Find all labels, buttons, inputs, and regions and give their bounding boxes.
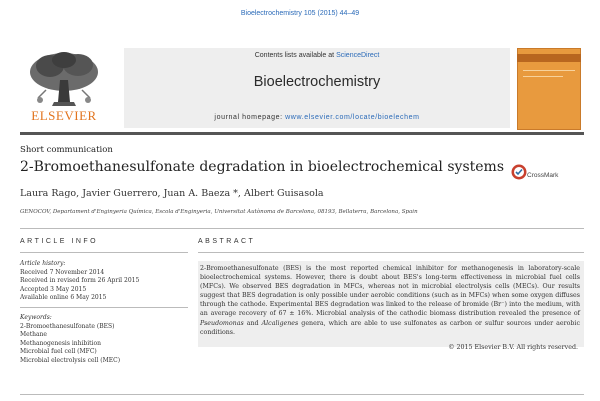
elsevier-logo[interactable] xyxy=(20,48,108,128)
journal-header xyxy=(20,48,584,130)
history-item: Available online 6 May 2015 xyxy=(20,294,107,301)
article-title: 2-Bromoethanesulfonate degradation in bioelectrochemical systems xyxy=(20,159,505,175)
abstract-heading: ABSTRACT xyxy=(198,238,256,245)
crossmark-icon[interactable] xyxy=(511,164,527,180)
abstract-text xyxy=(200,264,580,337)
author-list[interactable]: Laura Rago, Javier Guerrero, Juan A. Baeza *, Albert Guisasola xyxy=(20,188,324,199)
history-label: Article history: xyxy=(20,260,66,267)
keywords-divider xyxy=(20,307,188,308)
cover-line xyxy=(523,70,575,71)
homepage-url-link[interactable]: www.elsevier.com/locate/bioelechem xyxy=(285,114,420,121)
keywords-list xyxy=(20,314,188,365)
elsevier-tree-icon xyxy=(24,50,104,108)
article-info-heading: ARTICLE INFO xyxy=(20,238,99,245)
abstract-box xyxy=(198,261,584,351)
elsevier-wordmark: ELSEVIER xyxy=(31,108,97,123)
journal-banner xyxy=(124,48,510,128)
article-type: Short communication xyxy=(20,145,113,155)
header-divider xyxy=(20,132,584,135)
homepage-prefix: journal homepage: xyxy=(214,114,283,121)
abstract-body: 2-Bromoethanesulfonate (BES) is the most reported chemical inhibitor for methanogenesis in laboratory-scale bioelectrochemical systems. However, there is doubt about BES's long-term effectiveness in microbial fuel cells (MFCs). We observed BES degradation in MFCs, whereas not in microbial electrolysis cells (MECs). Our results suggest that BES degradation is only possible under aerobic conditions (such as in MFCs) when some oxygen diffuses through the cathode. Experimental BES degradation was linked to the release of bromide (Br⁻) into the medium, with an average recovery of 67 ± 16%. Microbial analysis of the cathodic biomass distribution revealed the presence of xyxy=(200,265,580,318)
footer-divider xyxy=(20,394,584,395)
contents-available-line xyxy=(124,52,510,59)
contents-prefix: Contents lists available at xyxy=(254,52,335,59)
keyword-item: Microbial electrolysis cell (MEC) xyxy=(20,356,121,364)
journal-homepage-line xyxy=(124,114,510,121)
abstract-body-end: genera, which are able to use sulfonates as carbon or sulfur sources under aerobic conditions. xyxy=(200,319,580,336)
author-affiliation: GENOCOV, Departament d'Enginyeria Química, Escola d'Enginyeria, Universitat Autònoma de Barcelona, 08193, Bellaterra, Barcelona, Spain xyxy=(20,209,418,215)
sciencedirect-link[interactable]: ScienceDirect xyxy=(336,52,380,59)
keyword-item: Methanogenesis inhibition xyxy=(20,339,101,347)
journal-reference-link[interactable]: Bioelectrochemistry 105 (2015) 44–49 xyxy=(240,10,360,17)
article-info-divider xyxy=(20,252,188,253)
keyword-item: 2-Bromoethanesulfonate (BES) xyxy=(20,322,115,330)
abstract-conjunction: and xyxy=(246,319,259,327)
genus-name: Alcaligenes xyxy=(261,319,299,327)
history-item: Received in revised form 26 April 2015 xyxy=(20,277,140,284)
abstract-divider xyxy=(198,252,584,253)
article-history xyxy=(20,260,188,303)
keyword-item: Microbial fuel cell (MFC) xyxy=(20,348,97,355)
history-item: Received 7 November 2014 xyxy=(20,268,105,276)
journal-title: Bioelectrochemistry xyxy=(253,74,381,90)
crossmark-label[interactable]: CrossMark xyxy=(527,172,559,179)
keyword-item: Methane xyxy=(20,331,47,338)
journal-cover-image[interactable] xyxy=(517,48,581,130)
cover-title-band xyxy=(517,54,581,62)
copyright-notice: © 2015 Elsevier B.V. All rights reserved. xyxy=(448,344,578,351)
history-item: Accepted 3 May 2015 xyxy=(20,285,87,293)
cover-line xyxy=(523,76,563,77)
genus-name: Pseudomonas xyxy=(200,319,244,327)
section-divider xyxy=(20,228,584,229)
keywords-label: Keywords: xyxy=(20,314,52,321)
